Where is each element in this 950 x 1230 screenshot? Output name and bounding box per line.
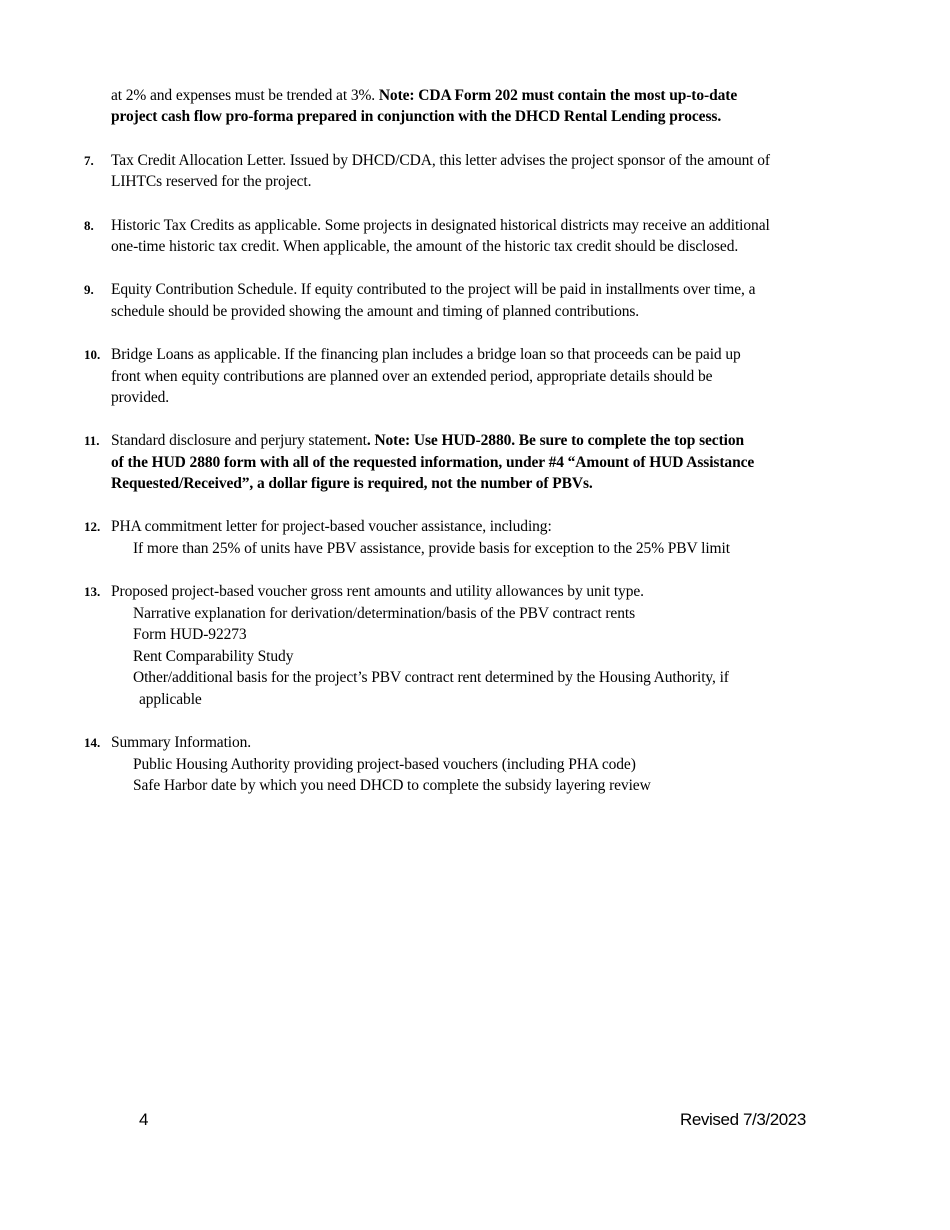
sub-item-text: Rent Comparability Study [133,648,294,665]
continuation-line-1: at 2% and expenses must be trended at 3%. Note: CDA Form 202 must contain the most up-to-date [111,87,738,104]
sub-item-text: Other/additional basis for the project’s PBV contract rent determined by the Housing Authority, if [133,669,729,686]
sub-item-text: applicable [139,691,202,708]
item-number: 10. [84,347,101,362]
item-number: 11. [84,433,100,448]
item-number: 14. [84,735,101,750]
page-number: 4 [139,1110,149,1129]
sub-item-text: Safe Harbor date by which you need DHCD to complete the subsidy layering review [133,777,651,794]
item-text: Standard disclosure and perjury statement. Note: Use HUD-2880. Be sure to complete the top section [111,432,745,449]
item-text: Requested/Received”, a dollar figure is required, not the number of PBVs. [111,475,593,492]
sub-item-text: Form HUD-92273 [133,626,247,643]
item-number: 13. [84,584,101,599]
sub-item-text: Public Housing Authority providing project-based vouchers (including PHA code) [133,756,636,773]
item-text: one-time historic tax credit. When applicable, the amount of the historic tax credit should be disclosed. [111,238,739,255]
continuation-line-2: project cash flow pro-forma prepared in conjunction with the DHCD Rental Lending process. [111,108,722,125]
item-text: LIHTCs reserved for the project. [111,173,312,190]
item-number: 8. [84,218,94,233]
revision-date: Revised 7/3/2023 [680,1110,806,1129]
item-text: of the HUD 2880 form with all of the requested information, under #4 “Amount of HUD Assistance [111,454,755,471]
item-text: Bridge Loans as applicable. If the financing plan includes a bridge loan so that proceeds can be paid up [111,346,741,363]
item-number: 9. [84,282,94,297]
item-text: Equity Contribution Schedule. If equity contributed to the project will be paid in installments over time, a [111,281,756,298]
item-text: Tax Credit Allocation Letter. Issued by DHCD/CDA, this letter advises the project sponsor of the amount of [111,152,770,169]
item-text: front when equity contributions are planned over an extended period, appropriate details should be [111,368,713,385]
sub-item-text: Narrative explanation for derivation/determination/basis of the PBV contract rents [133,605,635,622]
item-text: Proposed project-based voucher gross rent amounts and utility allowances by unit type. [111,583,644,600]
sub-item-text: If more than 25% of units have PBV assistance, provide basis for exception to the 25% PBV limit [133,540,730,557]
item-text: PHA commitment letter for project-based voucher assistance, including: [111,518,552,535]
item-text: Summary Information. [111,734,252,751]
item-text: provided. [111,389,170,406]
item-number: 12. [84,519,101,534]
item-text: schedule should be provided showing the amount and timing of planned contributions. [111,303,640,320]
item-text: Historic Tax Credits as applicable. Some projects in designated historical districts may receive an additional [111,217,770,234]
item-number: 7. [84,153,94,168]
